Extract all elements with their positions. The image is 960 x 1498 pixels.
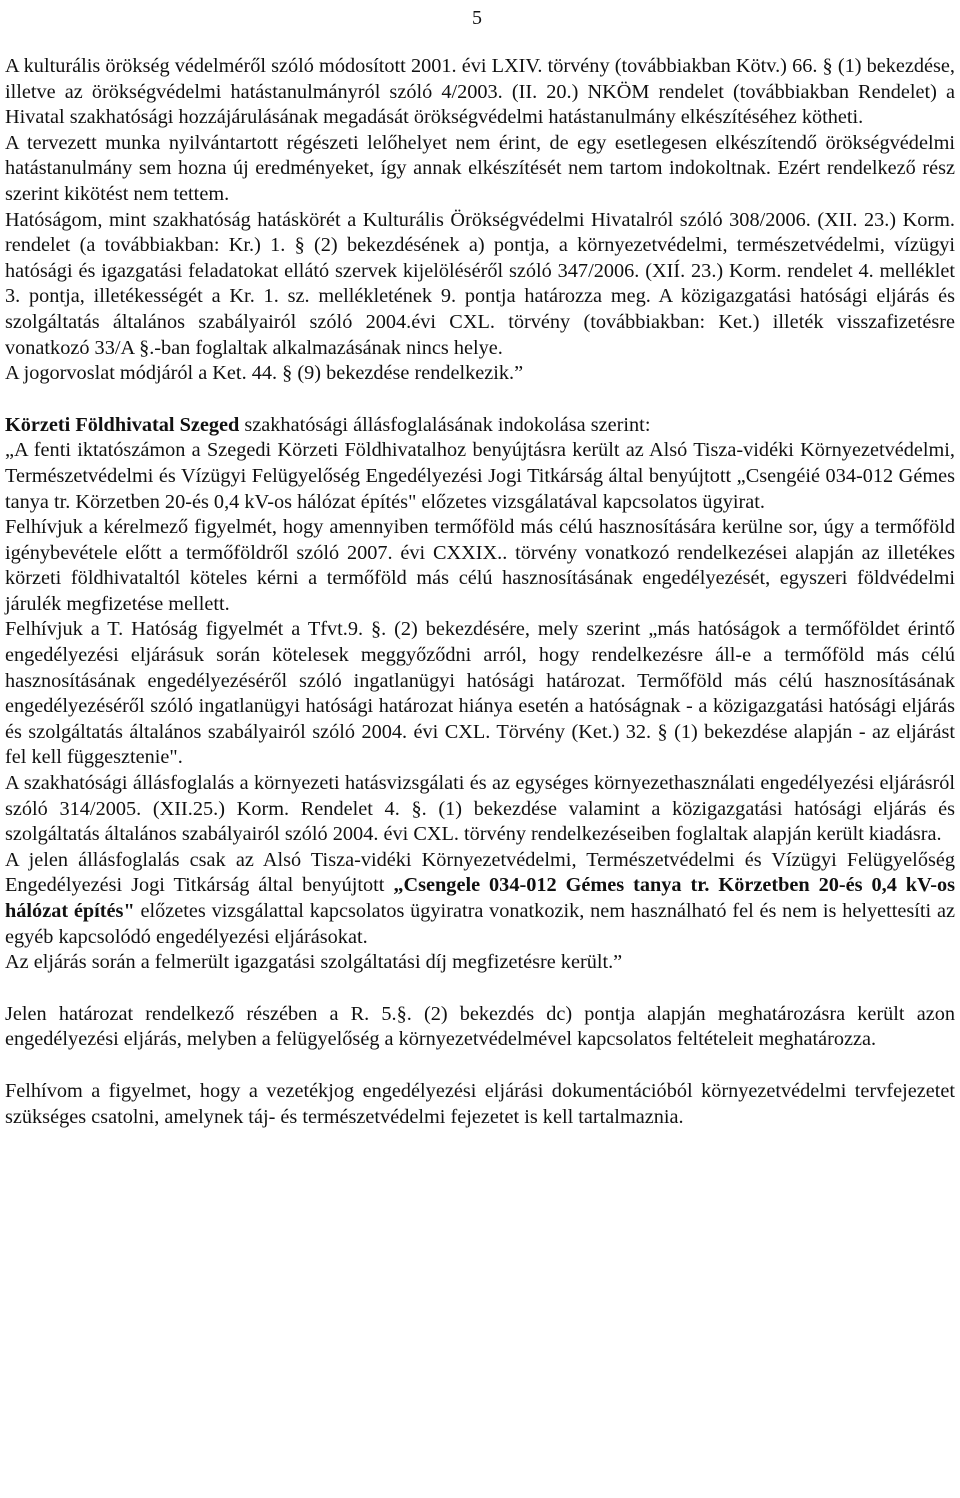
paragraph-land-office-heading bbox=[5, 413, 955, 439]
paragraph-competence: Hatóságom, mint szakhatóság hatáskörét a Kulturális Örökségvédelmi Hivatalról szóló 308/2006. (XII. 23.) Korm. rendelet (a továbbiakban: Kr.) 1. § (2) bekezdésének a) pontja, a környezetvédelmi, természetvédelmi, vízügyi hatósági és igazgatási feladatokat ellátó szervek kijelöléséről szóló 347/2006. (XIÍ. 23.) Korm. rendelet 4. melléklet 3. pontja, illetékességét a Kr. 1. sz. mellékletének 9. pontja határozza meg. A közigazgatási hatósági eljárás és szolgáltatás általános szabályairól szóló 2004.évi CXL. törvény (továbbiakban: Ket.) illeték visszafizetésre vonatkozó 33/A §.-ban foglaltak alkalmazásának nincs helye. bbox=[5, 208, 955, 359]
paragraph-fee-paid: Az eljárás során a felmerült igazgatási szolgáltatási díj megfizetésre került.” bbox=[5, 951, 623, 974]
spacer bbox=[5, 387, 955, 413]
scope-text-c: előzetes vizsgálattal kapcsolatos ügyiratra vonatkozik, nem használható fel és nem is helyettesíti az egyéb kapcsolódó engedélyezési eljárásokat. bbox=[5, 900, 955, 948]
paragraph-submission: „A fenti iktatószámon a Szegedi Körzeti Földhivatalhoz benyújtásra került az Alsó Tisza-vidéki Környezetvédelmi, Természetvédelmi és Vízügyi Felügyelőség Engedélyezési Jogi Titkárság által benyújtott „Csengéié 034-012 Gémes tanya tr. Körzetben 20-és 0,4 kV-os hálózat építés" előzetes vizsgálatával kapcsolatos ügyirat. bbox=[5, 439, 955, 513]
paragraph-farmland-notice: Felhívjuk a kérelmező figyelmét, hogy amennyiben termőföld más célú hasznosítására kerülne sor, úgy a termőföld igénybevétele előtt a termőföldről szóló 2007. évi CXXIX.. törvény vonatkozó rendelkezései alapján az illetékes körzeti földhivataltól köteles kérni a termőföld más célú hasznosításának engedélyezését, egyszeri földvédelmi járulék megfizetése mellett. bbox=[5, 516, 955, 615]
paragraph-documentation-notice: Felhívom a figyelmet, hogy a vezetékjog engedélyezési eljárási dokumentációból környezetvédelmi tervfejezetet szükséges csatolni, amelynek táj- és természetvédelmi fejezetet is kell tartalmaznia. bbox=[5, 1079, 955, 1128]
paragraph-authority-notice: Felhívjuk a T. Hatóság figyelmét a Tfvt.9. §. (2) bekezdésére, mely szerint „más hatóságok a termőföldet érintő engedélyezési eljárásuk során kötelesek meggyőződni arról, hogy rendelkezésre áll-e a termőföld más célú hasznosításának engedélyezéséről szóló ingatlanügyi hatósági határozat. Termőföld más célú hasznosításának engedélyezéséről szóló ingatlanügyi hatósági határozat hiánya esetén a hatóságnak - a közigazgatási hatósági eljárás és szolgáltatás általános szabályairól szóló 2004. évi CXL. Törvény (Ket.) 32. § (1) bekezdése alapján - az eljárást fel kell függesztenie". bbox=[5, 618, 955, 769]
land-office-heading-rest: szakhatósági állásfoglalásának indokolása szerint: bbox=[239, 413, 651, 436]
page-number: 5 bbox=[472, 7, 482, 29]
paragraph-legal-remedy: A jogorvoslat módjáról a Ket. 44. § (9) bekezdése rendelkezik.” bbox=[5, 362, 524, 385]
spacer bbox=[5, 1053, 955, 1079]
spacer bbox=[5, 976, 955, 1002]
land-office-name: Körzeti Földhivatal Szeged bbox=[5, 413, 240, 436]
paragraph-legal-basis: A kulturális örökség védelméről szóló módosított 2001. évi LXIV. törvény (továbbiakban Kötv.) 66. § (1) bekezdése, illetve az örökségvédelmi hatástanulmányról szóló 4/2003. (II. 20.) NKÖM rendelet (továbbiakban Rendelet) a Hivatal szakhatósági hozzájárulásának megadását örökségvédelmi hatástanulmány elkészítéséhez kötheti. bbox=[5, 55, 955, 129]
scope-project-name: „Csengele 034-012 Gémes tanya tr. Körzetben 20-és 0,4 kV-os hálózat építés" bbox=[5, 874, 955, 922]
paragraph-scope bbox=[5, 848, 955, 950]
paragraph-issuance-basis: A szakhatósági állásfoglalás a környezeti hatásvizsgálati és az egységes környezethasználati engedélyezési eljárásról szóló 314/2005. (XII.25.) Korm. Rendelet 4. §. (1) bekezdése valamint a közigazgatási hatósági eljárás és szolgáltatás általános szabályairól szóló 2004. évi CXL. törvény rendelkezéseiben foglaltak alapján került kiadásra. bbox=[5, 772, 955, 846]
body-text bbox=[5, 54, 955, 1130]
scope-text-a: A jelen állásfoglalás csak az Alsó Tisza-vidéki Környezetvédelmi, Természetvédelmi és Vízügyi Felügyelőség Engedélyezési Jogi Titkárság által benyújtott bbox=[5, 848, 955, 897]
paragraph-procedure-designation: Jelen határozat rendelkező részében a R. 5.§. (2) bekezdés dc) pontja alapján meghatározásra került azon engedélyezési eljárás, melyben a felügyelőség a környezetvédelmével kapcsolatos feltételeit meghatározza. bbox=[5, 1002, 955, 1051]
paragraph-heritage-assessment: A tervezett munka nyilvántartott régészeti lelőhelyet nem érint, de egy esetlegesen elkészítendő örökségvédelmi hatástanulmány sem hozna új eredményeket, így annak elkészítését nem tartom indokoltnak. Ezért rendelkező rész szerint kikötést nem tettem. bbox=[5, 131, 955, 205]
